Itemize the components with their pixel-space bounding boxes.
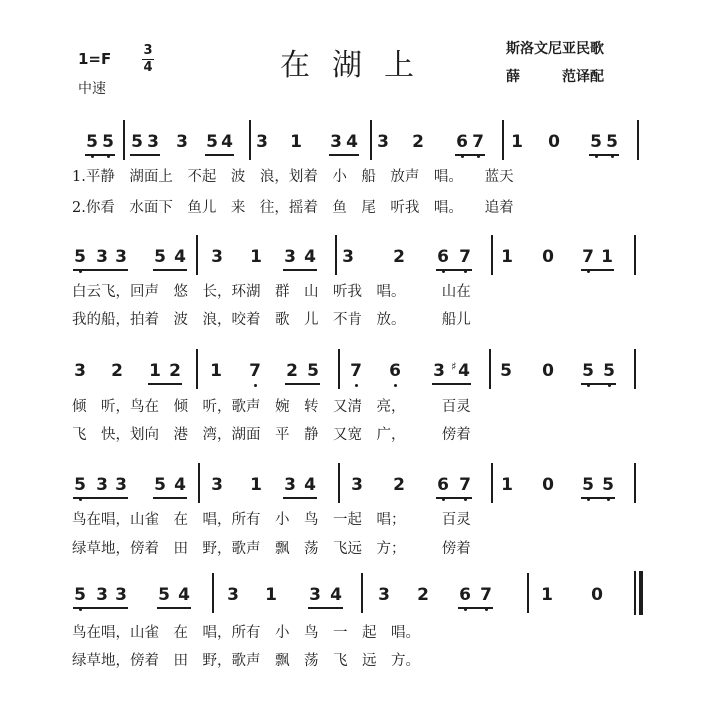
lyric-line: 鸟在唱，山雀 在 唱，所有 小 鸟 一 起 唱。 [72,625,420,641]
note [283,361,301,381]
note [151,475,169,495]
note [434,475,452,495]
barline [634,349,636,389]
note-digit: 5 [602,475,614,495]
note-digit: 2 [393,475,405,495]
lyric-line: 绿草地，傍着 田 野，歌声 飘 荡 飞 远 方。 [72,653,420,669]
note-digit: 4 [174,247,186,267]
note [112,585,130,605]
note-digit: 5 [86,132,98,152]
note [348,475,366,495]
note [386,361,404,381]
note [247,475,265,495]
note [598,247,616,267]
translator-credit [506,66,604,86]
beam-underline [130,154,160,156]
note [171,247,189,267]
note [588,585,606,605]
note-digit: 1 [265,585,277,605]
note-digit: 0 [542,475,554,495]
note [498,475,516,495]
translator-name-a: 薛 [506,69,520,85]
beam-underline [157,607,191,609]
note [304,361,322,381]
barline [634,235,636,275]
beam-underline [589,154,619,156]
note [539,247,557,267]
note-digit: 5 [131,132,143,152]
note-digit: 5 [154,475,166,495]
beam-underline [432,383,471,385]
note-digit: 3 [96,475,108,495]
note-digit: 3 [351,475,363,495]
beam-underline [73,497,128,499]
note [477,585,495,605]
barline [123,120,125,160]
note [108,361,126,381]
note [301,247,319,267]
note-digit: 4 [304,247,316,267]
note-digit: 3 [96,247,108,267]
note-digit: 3 [115,247,127,267]
note-digit: 3 [256,132,268,152]
note-digit: 5 [74,475,86,495]
note-digit: 3 [284,247,296,267]
note [71,361,89,381]
note-digit: 4 [174,475,186,495]
note [600,361,618,381]
note [430,361,448,381]
barline [212,573,214,613]
barline [637,120,639,160]
note-digit: 3 [284,475,296,495]
octave-dot [394,384,397,387]
note [327,585,345,605]
note-digit: 3 [330,132,342,152]
beam-underline [153,497,187,499]
note [347,361,365,381]
note-digit: 3 [377,132,389,152]
note [218,132,236,152]
note-digit: 4 [221,132,233,152]
note [409,132,427,152]
note [151,247,169,267]
barline [196,235,198,275]
note [71,247,89,267]
note [456,475,474,495]
note-digit: 1 [290,132,302,152]
note [508,132,526,152]
note-digit: 3 [115,475,127,495]
note-digit: 6 [389,361,401,381]
note-digit: 1 [210,361,222,381]
note-digit: 1 [149,361,161,381]
final-barline-thin [634,571,636,615]
time-signature-top: 3 [143,43,153,58]
final-barline-thick [639,571,643,615]
note-digit: 3 [74,361,86,381]
note-digit: 2 [286,361,298,381]
note [71,475,89,495]
note-digit: 5 [154,247,166,267]
barline [527,573,529,613]
lyric-line: 鸟在唱，山雀 在 唱，所有 小 鸟 一起 唱； 百灵 [72,512,471,528]
note-digit: 1 [541,585,553,605]
note [375,585,393,605]
barline [338,349,340,389]
lyric-line: 绿草地，傍着 田 野，歌声 飘 荡 飞远 方； 傍着 [72,541,471,557]
note-digit: 6 [437,247,449,267]
barline [249,120,251,160]
note [93,585,111,605]
lyric-line: 倾 听，鸟在 倾 听，歌声 婉 转 又清 亮， 百灵 [72,399,471,415]
note [224,585,242,605]
note [112,247,130,267]
barline [370,120,372,160]
note [599,475,617,495]
note-digit: 2 [412,132,424,152]
barline [198,463,200,503]
note [93,475,111,495]
note-digit: 5 [590,132,602,152]
note-digit: 7 [472,132,484,152]
note-digit: 6 [456,132,468,152]
note [146,361,164,381]
song-title: 在湖上 [280,48,436,83]
note [99,132,117,152]
note [456,585,474,605]
barline [196,349,198,389]
note-digit: 5 [500,361,512,381]
note [374,132,392,152]
lyric-line: 白云飞，回声 悠 长，环湖 群 山 听我 唱。 山在 [72,284,471,300]
note [155,585,173,605]
note-digit: 5 [206,132,218,152]
beam-underline [148,383,182,385]
note-digit: 6 [459,585,471,605]
note-digit: 5 [74,247,86,267]
octave-dot [254,384,257,387]
lyric-line: 飞 快，划向 港 湾，湖面 平 静 又宽 广， 傍着 [72,427,471,443]
note [539,361,557,381]
note [306,585,324,605]
note [390,247,408,267]
note [498,247,516,267]
note [281,247,299,267]
note-digit: 7 [582,247,594,267]
note-digit: 3 [211,247,223,267]
beam-underline [283,269,317,271]
note-digit: 3 [342,247,354,267]
note-digit: 4 ♯ [458,361,470,381]
sharp-sign: ♯ [451,360,457,373]
tempo-marking: 中速 [78,81,106,97]
beam-underline [458,607,493,609]
note [93,247,111,267]
note-digit: 1 [250,475,262,495]
barline [335,235,337,275]
note [166,361,184,381]
note-digit: 3 [433,361,445,381]
note-digit: 5 [74,585,86,605]
note-digit: 0 [542,247,554,267]
note [301,475,319,495]
note-digit: 7 [249,361,261,381]
beam-underline [329,154,359,156]
barline [489,349,491,389]
note-digit: 3 [176,132,188,152]
beam-underline [285,383,320,385]
note [603,132,621,152]
note-digit: 0 [591,585,603,605]
lyric-line: 我的船，拍着 波 浪，咬着 歌 儿 不肯 放。 船儿 [72,312,471,328]
note-digit: 5 [158,585,170,605]
note [253,132,271,152]
octave-dot [355,384,358,387]
note-digit: 3 [227,585,239,605]
note-digit: 5 [582,361,594,381]
note [545,132,563,152]
beam-underline [73,269,128,271]
note-digit: 7 [459,247,471,267]
song-source: 斯洛文尼亚民歌 [506,41,604,57]
note-digit: 1 [501,475,513,495]
beam-underline [581,269,614,271]
note-digit: 3 [309,585,321,605]
beam-underline [153,269,187,271]
note-digit: 1 [601,247,613,267]
barline [361,573,363,613]
note [144,132,162,152]
note-digit: 5 [582,475,594,495]
note-digit: 2 [393,247,405,267]
beam-underline [85,154,115,156]
note-digit: 5 [603,361,615,381]
translator-name-b: 范译配 [562,69,604,85]
note [246,361,264,381]
note-digit: 7 [350,361,362,381]
note [579,361,597,381]
note-digit: 5 [102,132,114,152]
note-digit: 5 [606,132,618,152]
note [208,475,226,495]
note [281,475,299,495]
beam-underline [455,154,485,156]
note [339,247,357,267]
note-digit: 4 [304,475,316,495]
barline [491,235,493,275]
barline [491,463,493,503]
note-digit: 7 [459,475,471,495]
note-digit: 4 [178,585,190,605]
time-signature-bottom: 4 [143,60,153,75]
note [207,361,225,381]
beam-underline [436,269,472,271]
note [497,361,515,381]
note [287,132,305,152]
note [71,585,89,605]
note [469,132,487,152]
note [456,247,474,267]
note-digit: 1 [501,247,513,267]
note-digit: 3 [115,585,127,605]
beam-underline [436,497,472,499]
barline [502,120,504,160]
note [451,360,473,381]
lyric-line: 2.你看 水面下 鱼儿 来 往，摇着 鱼 尾 听我 唱。 追着 [72,200,514,216]
note-digit: 0 [548,132,560,152]
note-digit: 2 [417,585,429,605]
barline [634,463,636,503]
beam-underline [205,154,234,156]
note [539,475,557,495]
note [112,475,130,495]
note [434,247,452,267]
note-digit: 3 [211,475,223,495]
note [208,247,226,267]
beam-underline [581,497,615,499]
note-digit: 5 [307,361,319,381]
note-digit: 3 [96,585,108,605]
note-digit: 7 [480,585,492,605]
beam-underline [73,607,128,609]
note-digit: 2 [169,361,181,381]
note [175,585,193,605]
note-digit: 2 [111,361,123,381]
beam-underline [283,497,317,499]
note [173,132,191,152]
time-signature [140,44,156,75]
note-digit: 3 [378,585,390,605]
beam-underline [581,383,616,385]
note [579,475,597,495]
key-signature: 1=F [78,50,112,68]
note-digit: 4 [330,585,342,605]
note [538,585,556,605]
note-digit: 6 [437,475,449,495]
note-digit: 0 [542,361,554,381]
note [247,247,265,267]
note [414,585,432,605]
note [262,585,280,605]
note [579,247,597,267]
note-digit: 1 [511,132,523,152]
beam-underline [308,607,343,609]
lyric-line: 1.平静 湖面上 不起 波 浪，划着 小 船 放声 唱。 蓝天 [72,169,514,185]
note [343,132,361,152]
note-digit: 3 [147,132,159,152]
note-digit: 1 [250,247,262,267]
note-digit: 4 [346,132,358,152]
barline [338,463,340,503]
note [390,475,408,495]
note [171,475,189,495]
